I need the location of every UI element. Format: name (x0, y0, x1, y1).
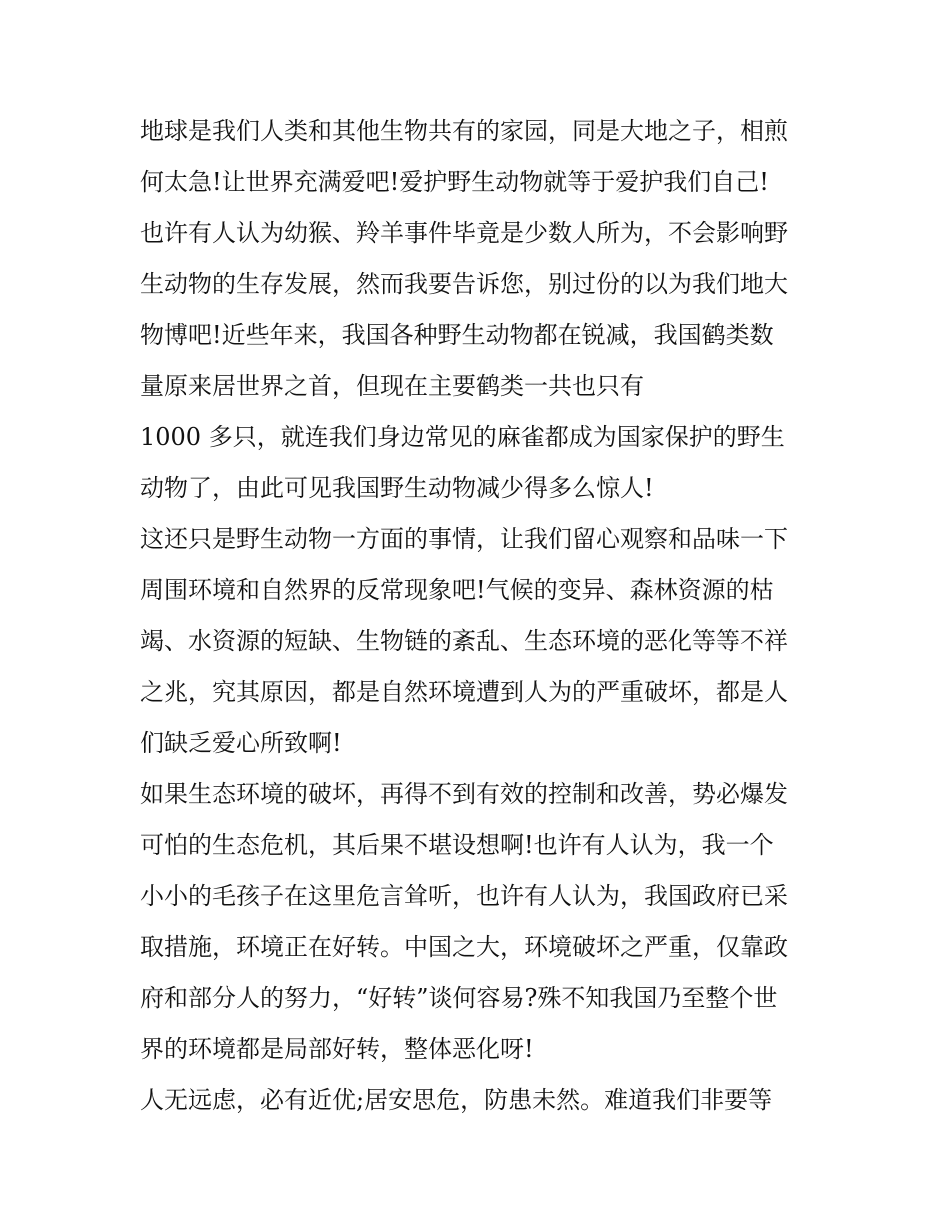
text-line: 这还只是野生动物一方面的事情，让我们留心观察和品味一下 (140, 525, 788, 553)
text-line: 之兆，究其原因，都是自然环境遭到人为的严重破坏，都是人 (140, 678, 788, 706)
text-line: 也许有人认为幼猴、羚羊事件毕竟是少数人所为，不会影响野 (140, 219, 788, 247)
text-line: 人无远虑，必有近优;居安思危，防患未然。难道我们非要等 (140, 1086, 773, 1114)
text-line: 取措施，环境正在好转。中国之大，环境破坏之严重，仅靠政 (140, 933, 788, 961)
text-line: 竭、水资源的短缺、生物链的紊乱、生态环境的恶化等等不祥 (140, 627, 788, 655)
text-line: 如果生态环境的破坏，再得不到有效的控制和改善，势必爆发 (140, 780, 788, 808)
text-line: 生动物的生存发展，然而我要告诉您，别过份的以为我们地大 (140, 270, 788, 298)
text-line: 何太急!让世界充满爱吧!爱护野生动物就等于爱护我们自己! (140, 168, 769, 196)
text-line: 周围环境和自然界的反常现象吧!气候的变异、森林资源的枯 (140, 576, 774, 604)
text-line: 量原来居世界之首，但现在主要鹤类一共也只有 (140, 372, 644, 400)
text-line: 动物了，由此可见我国野生动物减少得多么惊人! (140, 474, 654, 502)
text-line: 地球是我们人类和其他生物共有的家园，同是大地之子，相煎 (140, 117, 788, 145)
text-line: 1000 多只，就连我们身边常见的麻雀都成为国家保护的野生 (140, 423, 785, 451)
text-line: 们缺乏爱心所致啊! (140, 729, 342, 757)
text-line: 物博吧!近些年来，我国各种野生动物都在锐减，我国鹤类数 (140, 321, 774, 349)
text-line: 小小的毛孩子在这里危言耸听，也许有人认为，我国政府已采 (140, 882, 788, 910)
document-body (140, 106, 820, 1126)
text-line: 界的环境都是局部好转，整体恶化呀! (140, 1035, 534, 1063)
text-line: 可怕的生态危机，其后果不堪设想啊!也许有人认为，我一个 (140, 831, 774, 859)
text-line: 府和部分人的努力，“好转”谈何容易?殊不知我国乃至整个世 (140, 984, 778, 1012)
